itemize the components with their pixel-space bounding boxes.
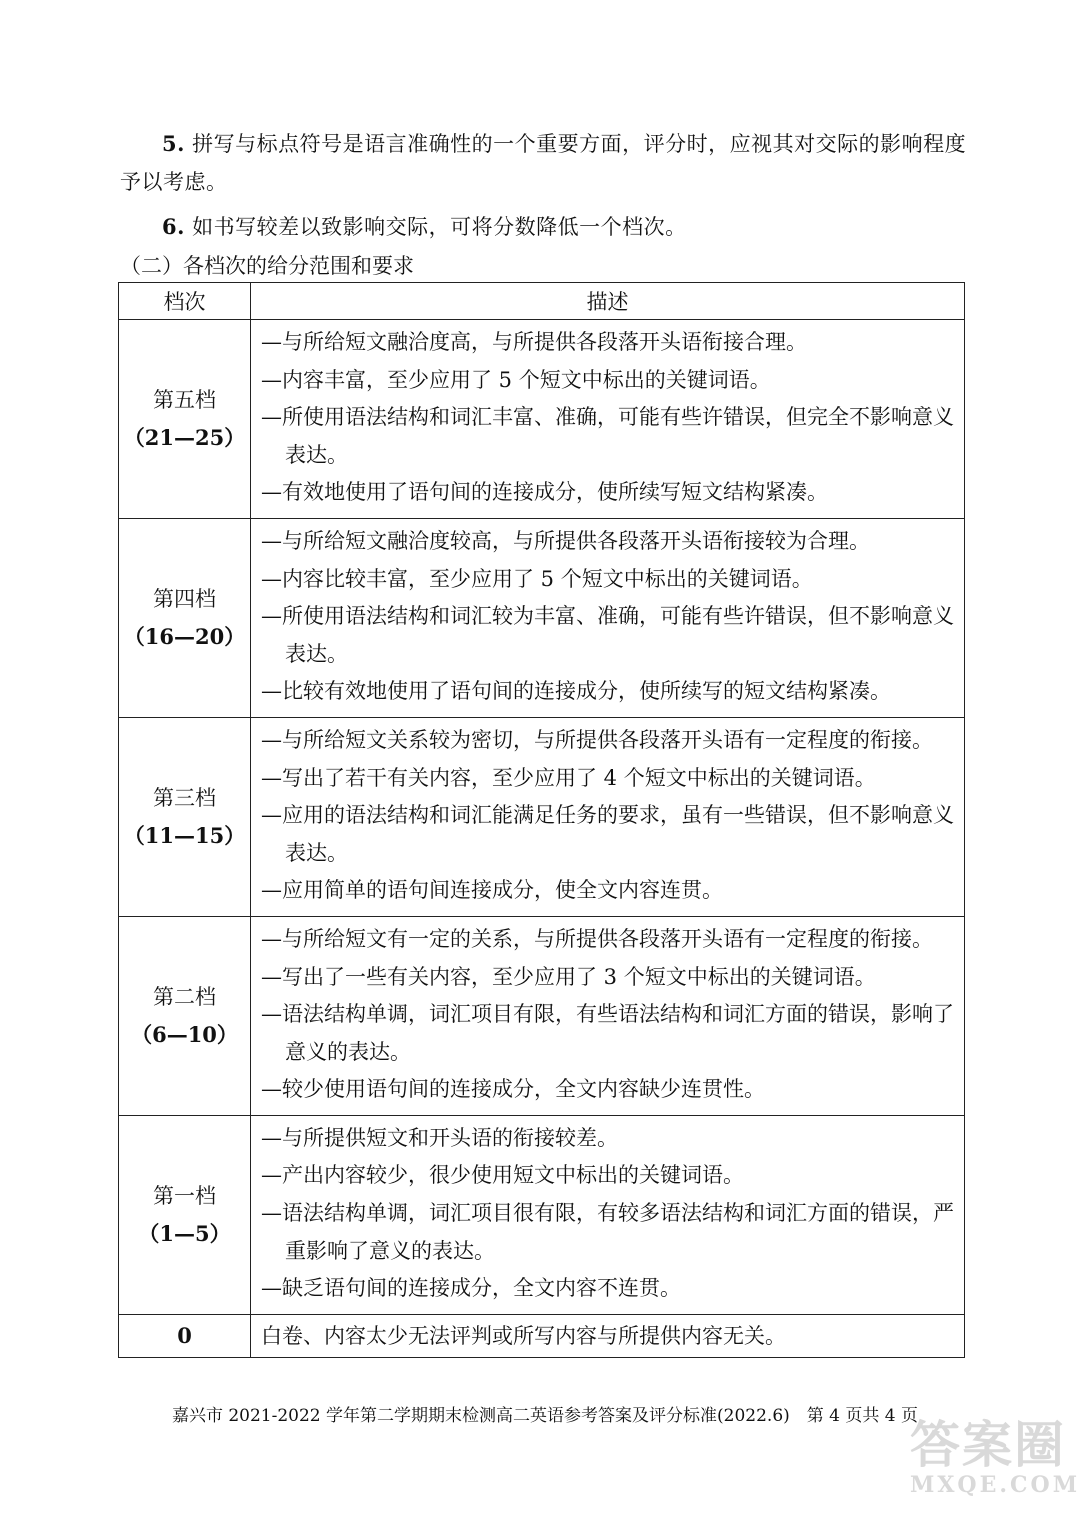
level-name: 第二档: [153, 984, 216, 1009]
header-description: 描述: [251, 283, 965, 320]
section-title: （二）各档次的给分范围和要求: [120, 254, 414, 278]
description-item: —与所给短文有一定的关系，与所提供各段落开头语有一定程度的衔接。: [261, 926, 933, 951]
description-item: —比较有效地使用了语句间的连接成分，使所续写的短文结构紧凑。: [261, 679, 891, 704]
paragraph-number: 6.: [162, 214, 185, 239]
description-item: —内容丰富，至少应用了 5 个短文中标出的关键词语。: [261, 367, 771, 392]
table-row: [119, 1115, 965, 1314]
description-item: —应用的语法结构和词汇能满足任务的要求，虽有一些错误，但不影响意义表达。: [261, 803, 954, 865]
paragraph-number: 5.: [162, 131, 185, 156]
description-item: —应用简单的语句间连接成分，使全文内容连贯。: [261, 878, 723, 903]
header-level: 档次: [119, 283, 251, 320]
table-row: [119, 320, 965, 519]
description-cell: [251, 1115, 965, 1314]
level-name: 第三档: [153, 785, 216, 810]
level-cell: [119, 717, 251, 916]
level-name: 第一档: [153, 1183, 216, 1208]
description-item: —写出了若干有关内容，至少应用了 4 个短文中标出的关键词语。: [261, 765, 876, 790]
watermark-logo-text: 答案圈: [910, 1415, 1066, 1474]
description-cell: [251, 320, 965, 519]
grading-table: [118, 282, 965, 1358]
watermark-site: MXQE.COM: [910, 1472, 1080, 1498]
paragraph-spelling-punctuation: [120, 125, 970, 201]
description-item: —缺乏语句间的连接成分，全文内容不连贯。: [261, 1276, 681, 1301]
description-zero: 白卷、内容太少无法评判或所写内容与所提供内容无关。: [251, 1314, 965, 1357]
description-item: —所使用语法结构和词汇丰富、准确，可能有些许错误，但完全不影响意义表达。: [261, 405, 954, 467]
description-item: —语法结构单调，词汇项目很有限，有较多语法结构和词汇方面的错误，严重影响了意义的表达。: [261, 1201, 954, 1263]
table-row: [119, 717, 965, 916]
description-item: —与所给短文融洽度较高，与所提供各段落开头语衔接较为合理。: [261, 528, 870, 553]
level-score-range: （16—20）: [123, 623, 246, 649]
description-item: —语法结构单调，词汇项目有限，有些语法结构和词汇方面的错误，影响了意义的表达。: [261, 1002, 954, 1064]
description-item: —与所提供短文和开头语的衔接较差。: [261, 1125, 618, 1150]
level-score-range: （6—10）: [131, 1021, 238, 1047]
description-item: —所使用语法结构和词汇较为丰富、准确，可能有些许错误，但不影响意义表达。: [261, 604, 954, 666]
table-header-row: [119, 283, 965, 320]
paragraph-handwriting: [120, 208, 970, 246]
table-row-zero: [119, 1314, 965, 1357]
description-cell: [251, 518, 965, 717]
description-item: —有效地使用了语句间的连接成分，使所续写短文结构紧凑。: [261, 480, 828, 505]
level-name: 第四档: [153, 586, 216, 611]
level-cell: [119, 916, 251, 1115]
description-cell: [251, 916, 965, 1115]
description-item: —较少使用语句间的连接成分，全文内容缺少连贯性。: [261, 1077, 765, 1102]
level-cell: [119, 518, 251, 717]
level-score-range: （21—25）: [123, 424, 246, 450]
description-item: —写出了一些有关内容，至少应用了 3 个短文中标出的关键词语。: [261, 964, 876, 989]
level-zero: 0: [119, 1314, 251, 1357]
paragraph-text: 如书写较差以致影响交际，可将分数降低一个档次。: [192, 215, 687, 239]
description-item: —与所给短文关系较为密切，与所提供各段落开头语有一定程度的衔接。: [261, 727, 933, 752]
table-row: [119, 916, 965, 1115]
level-score-range: （1—5）: [138, 1220, 231, 1246]
paragraph-text: 拼写与标点符号是语言准确性的一个重要方面，评分时，应视其对交际的影响程度予以考虑。: [120, 132, 967, 194]
description-item: —与所给短文融洽度高，与所提供各段落开头语衔接合理。: [261, 330, 807, 354]
level-cell: [119, 320, 251, 519]
description-item: —产出内容较少，很少使用短文中标出的关键词语。: [261, 1163, 744, 1188]
table-body: [119, 320, 965, 1358]
table-row: [119, 518, 965, 717]
level-cell: [119, 1115, 251, 1314]
description-cell: [251, 717, 965, 916]
watermark-logo: [910, 1415, 1080, 1498]
level-name: 第五档: [153, 387, 216, 412]
page-footer: 嘉兴市 2021-2022 学年第二学期期末检测高二英语参考答案及评分标准(2022.6) 第 4 页共 4 页: [171, 1406, 919, 1426]
level-score-range: （11—15）: [123, 822, 246, 848]
description-item: —内容比较丰富，至少应用了 5 个短文中标出的关键词语。: [261, 566, 813, 591]
